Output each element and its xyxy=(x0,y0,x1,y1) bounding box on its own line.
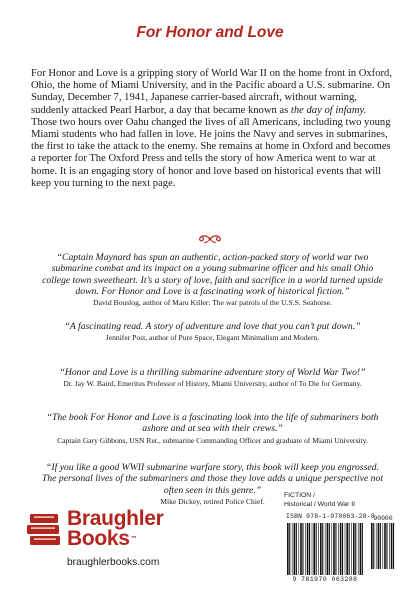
barcode-bar xyxy=(289,523,290,575)
book-category xyxy=(284,491,355,509)
publisher-block xyxy=(27,509,197,579)
review-attribution: Jennifer Post, author of Pure Space, Elegant Minimalism and Modern. xyxy=(105,333,320,343)
barcode-bar xyxy=(287,523,289,575)
review-quote: “If you like a good WWII submarine warfare story, this book will keep you engrossed. The personal lives of the submariners and those they love adds a unique perspective not often seen in this genre.” xyxy=(41,462,384,496)
synopsis-part-1: For Honor and Love is a gripping story of World War II on the home front in Oxford, Ohio, the home of Miami University, and in the Pacific aboard a U.S. submarine. On Sunday, December 7, 1941, Japanese carrier-based aircraft, without warning, suddenly attacked Pearl Harbor, a day that became known as xyxy=(31,68,392,116)
review xyxy=(40,321,385,343)
barcode-bar xyxy=(384,523,386,569)
barcode-bar xyxy=(309,523,310,575)
barcode-bar xyxy=(386,523,387,569)
publisher-name xyxy=(67,509,164,549)
price-code: 90000 xyxy=(373,515,393,522)
barcode-bar xyxy=(351,523,352,575)
barcode-bar xyxy=(307,523,309,575)
barcode-bar xyxy=(360,523,362,575)
barcode-bar xyxy=(300,523,302,575)
barcode-bar xyxy=(373,523,374,569)
book-title: For Honor and Love xyxy=(136,24,284,41)
barcode-bar xyxy=(393,523,394,569)
review-quote: “Honor and Love is a thrilling submarine adventure story of World War Two!” xyxy=(59,367,366,378)
barcode-bar xyxy=(353,523,355,575)
synopsis-emphasis: the day of infamy. xyxy=(290,104,367,116)
barcode-bar xyxy=(296,523,297,575)
review-attribution: Dr. Jay W. Baird, Emeritus Professor of History, Miami University, author of To Die for Germany. xyxy=(63,379,362,389)
barcode-bar xyxy=(292,523,293,575)
barcode-bar xyxy=(325,523,326,575)
barcode-bar xyxy=(327,523,329,575)
trademark-symbol: ™ xyxy=(130,536,137,542)
fleuron-divider-icon xyxy=(195,234,225,244)
review xyxy=(40,252,385,308)
barcode-bar xyxy=(322,523,323,575)
barcode-bar xyxy=(329,523,330,575)
review-attribution: Mike Dickey, retired Police Chief. xyxy=(160,496,265,506)
isbn-barcode xyxy=(286,513,396,591)
publisher-name-line-1: Braughler xyxy=(67,507,164,530)
barcode-bar xyxy=(305,523,306,575)
ean-digits: 9 781970 063288 xyxy=(292,576,358,583)
barcode-bar xyxy=(342,523,343,575)
barcode-bar xyxy=(378,523,380,569)
publisher-url: braughlerbooks.com xyxy=(67,557,160,568)
barcode-bar xyxy=(294,523,296,575)
barcode-bar xyxy=(299,523,300,575)
review-quote: “A fascinating read. A story of adventure and love that you can’t put down.” xyxy=(64,321,361,332)
barcode-bar xyxy=(345,523,346,575)
review-attribution: Captain Gary Gibbons, USN Ret., submarine Commanding Officer and graduate of Miami University. xyxy=(57,435,368,445)
barcode-bar xyxy=(371,523,373,569)
barcode-bar xyxy=(376,523,377,569)
barcode-bar xyxy=(312,523,313,575)
barcode-bar xyxy=(346,523,348,575)
barcode-bar xyxy=(318,523,319,575)
barcode-bar xyxy=(320,523,322,575)
barcode-bar xyxy=(383,523,384,569)
barcode-bar xyxy=(316,523,317,575)
review xyxy=(40,412,385,446)
barcode-bar xyxy=(391,523,393,569)
review-quote: “The book For Honor and Love is a fascinating look into the life of submariners both ashore and at sea with their crews.” xyxy=(46,412,379,435)
review-attribution: David Bouslog, author of Maru Killer: The war patrols of the U.S.S. Seahorse. xyxy=(93,298,332,308)
barcode-bar xyxy=(333,523,335,575)
synopsis xyxy=(31,68,393,190)
category-line-2: Historical / World War II xyxy=(284,501,355,508)
barcode-bar xyxy=(338,523,339,575)
barcode-bar xyxy=(313,523,315,575)
barcode-bar xyxy=(358,523,359,575)
category-line-1: FICTION / xyxy=(284,492,315,499)
barcode-bar xyxy=(332,523,333,575)
synopsis-part-2: Those two hours over Oahu changed the lives of all Americans, including two young Miami students who had fallen in love. He joins the Navy and serves in submarines, the first to take the attack to the enemy. She remains at home in Oxford and becomes a reporter for The Oxford Press and tells the story of how America went to war at home. It is an engaging story of honor and love based on historical events that will keep you turning to the next page. xyxy=(31,116,391,189)
barcode-bar xyxy=(340,523,342,575)
isbn-number: ISBN 978-1-970063-28-8 xyxy=(286,513,375,520)
price-barcode-bars xyxy=(370,523,396,575)
barcode-bar xyxy=(349,523,350,575)
barcode-bar xyxy=(335,523,336,575)
review-quote: “Captain Maynard has spun an authentic, action-packed story of world war two submarine combat and its impact on a young submarine officer and his small Ohio college town sweetheart. It’s a story of love, faith and sacrifice in a world turned upside down. For Honor and Love is a fascinating work of historical fiction.” xyxy=(42,252,383,297)
barcode-bars xyxy=(286,523,364,575)
barcode-bar xyxy=(362,523,363,575)
barcode-bar xyxy=(355,523,356,575)
review xyxy=(40,367,385,389)
barcode-bar xyxy=(389,523,390,569)
barcode-bar xyxy=(380,523,381,569)
publisher-name-line-2: Books xyxy=(67,527,130,550)
barcode-bar xyxy=(302,523,303,575)
book-stack-logo-icon xyxy=(27,512,63,552)
